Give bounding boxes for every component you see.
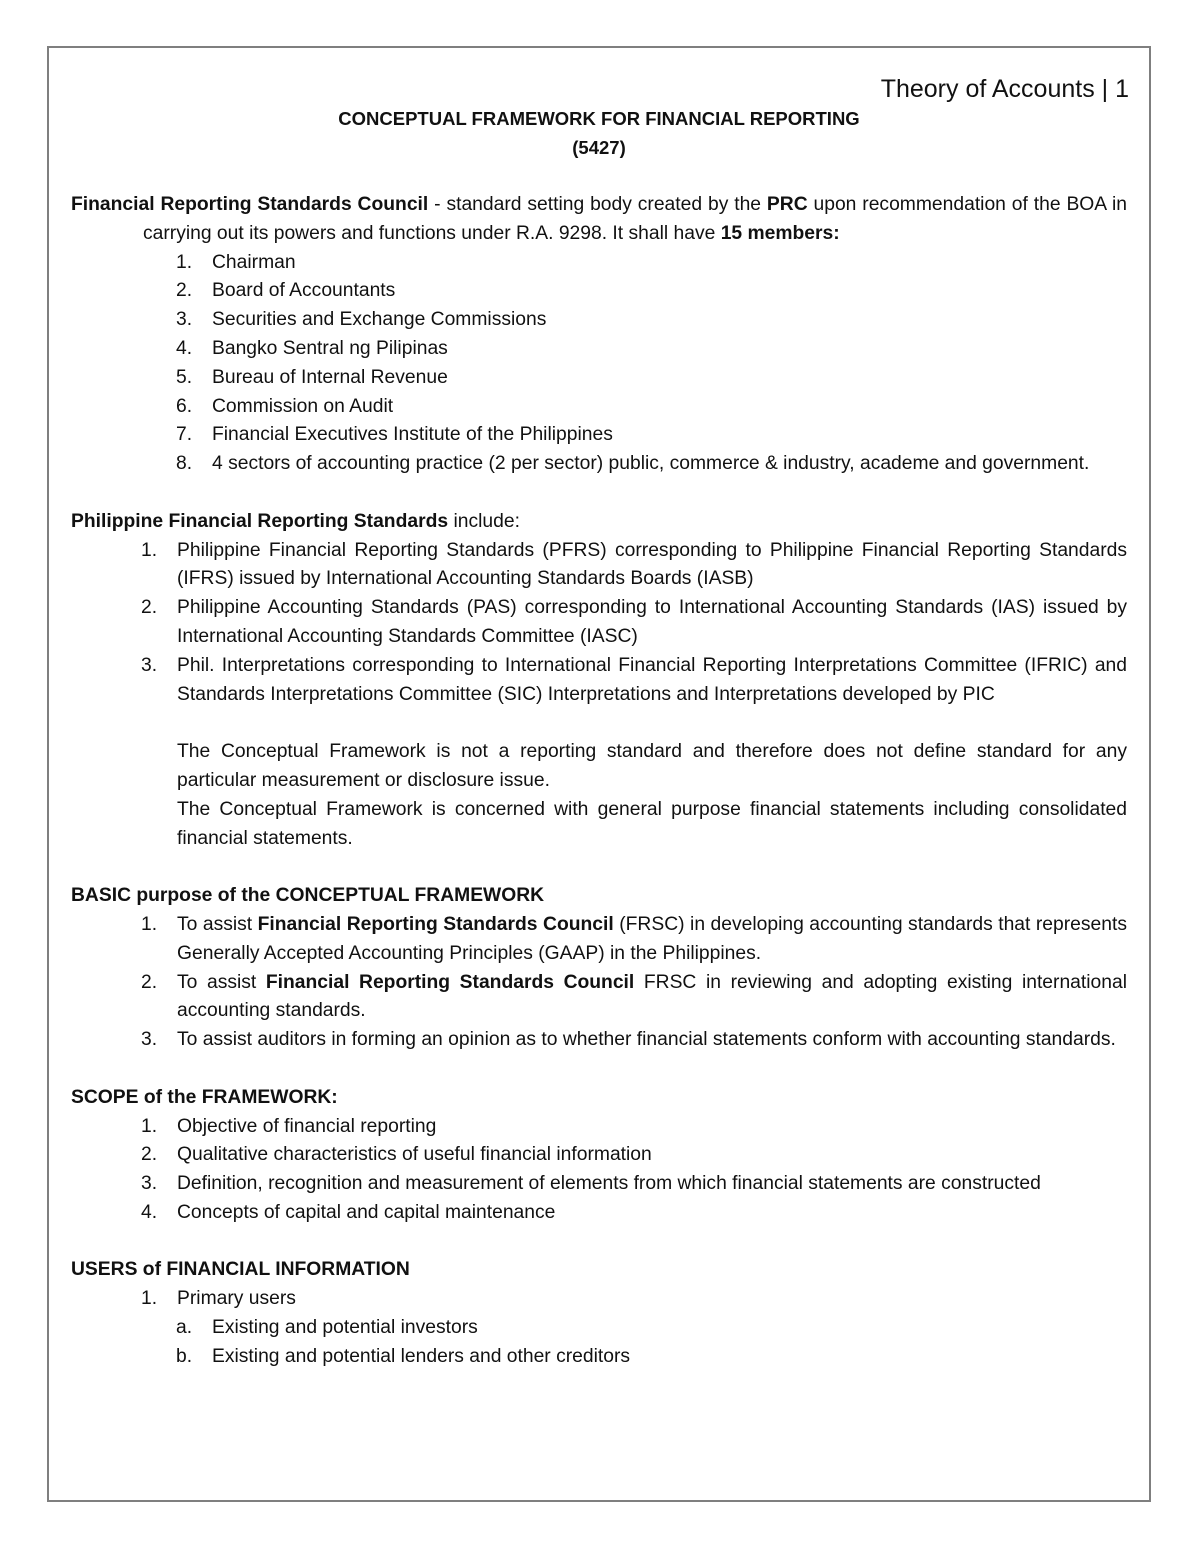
frsc-term: Financial Reporting Standards Council	[257, 913, 614, 935]
prc-term: PRC	[766, 194, 808, 215]
list-marker: b.	[176, 1345, 193, 1367]
list-item	[71, 1141, 1127, 1170]
members-count: 15 members:	[720, 222, 840, 244]
list-item-text: (FRSC) in developing accounting standards that represents Generally Accepted Accounting Principles (GAAP) in the Philippines.	[177, 913, 1127, 964]
list-item-text: Board of Accountants	[212, 280, 396, 302]
users-heading: USERS of FINANCIAL INFORMATION	[71, 1259, 410, 1281]
list-marker: 1.	[141, 1288, 158, 1310]
list-item-text: 4 sectors of accounting practice (2 per sector) public, commerce & industry, academe and government.	[212, 453, 1090, 475]
list-item-text: Qualitative characteristics of useful financial information	[177, 1144, 652, 1166]
list-item	[71, 738, 1127, 796]
list-item-text: To assist auditors in forming an opinion as to whether financial statements conform with accounting standards.	[177, 1029, 1116, 1051]
list-item-text: Phil. Interpretations corresponding to International Financial Reporting Interpretations Committee (IFRIC) and Standards Interpretations Committee (SIC) Interpretations and Interpretations developed by PIC	[177, 654, 1127, 705]
spacer	[71, 709, 1127, 738]
list-item-text: Financial Executives Institute of the Philippines	[212, 424, 613, 446]
list-marker: 1.	[141, 1115, 158, 1137]
list-marker: 1.	[141, 539, 158, 561]
list-item	[71, 1314, 1127, 1343]
spacer	[71, 1228, 1127, 1257]
list-marker: 3.	[141, 654, 158, 676]
list-item-text: To assist	[177, 971, 266, 993]
list-marker: 2.	[141, 597, 158, 619]
list-item	[71, 911, 1127, 969]
list-item-text: To assist	[177, 913, 258, 935]
list-item-text: Definition, recognition and measurement of elements from which financial statements are constructed	[177, 1173, 1041, 1195]
list-item-text: Existing and potential lenders and other creditors	[212, 1345, 631, 1367]
document-title: CONCEPTUAL FRAMEWORK FOR FINANCIAL REPORTING	[338, 108, 860, 129]
list-item	[71, 969, 1127, 1027]
notes-list	[71, 738, 1127, 853]
frsc-text-b: upon recommendation of the BOA in carrying out its powers and functions under R.A. 9298. It shall have	[143, 194, 1127, 244]
list-item-text: Securities and Exchange Commissions	[212, 309, 547, 331]
list-item-text: Chairman	[212, 251, 296, 273]
list-item-text: FRSC in reviewing and adopting existing international accounting standards.	[177, 971, 1127, 1022]
list-item-text: Commission on Audit	[212, 395, 394, 417]
document-page	[47, 46, 1151, 1502]
list-item	[71, 249, 1127, 278]
pfrs-term: Philippine Financial Reporting Standards	[71, 510, 449, 532]
list-marker: 1.	[176, 251, 193, 273]
list-item-text: Bangko Sentral ng Pilipinas	[212, 337, 448, 359]
list-item	[71, 796, 1127, 854]
frsc-term: Financial Reporting Standards Council	[71, 194, 429, 215]
list-marker: 6.	[176, 395, 193, 417]
list-item	[71, 1170, 1127, 1199]
list-item	[71, 421, 1127, 450]
scope-list	[71, 1113, 1127, 1228]
list-marker: 4.	[141, 1201, 158, 1223]
list-marker: 2.	[141, 1144, 158, 1166]
primary-users-sublist	[71, 1314, 1127, 1372]
list-item	[71, 393, 1127, 422]
list-marker: 2.	[176, 280, 193, 302]
spacer	[71, 1055, 1127, 1084]
list-item	[71, 335, 1127, 364]
list-item	[71, 277, 1127, 306]
list-marker: 3.	[141, 1029, 158, 1051]
list-marker: 4.	[176, 337, 193, 359]
list-item-text: Bureau of Internal Revenue	[212, 366, 448, 388]
basic-purpose-list	[71, 911, 1127, 1055]
list-item-text: Objective of financial reporting	[177, 1115, 437, 1137]
pfrs-heading	[71, 508, 1127, 537]
pfrs-list	[71, 537, 1127, 710]
basic-purpose-heading: BASIC purpose of the CONCEPTUAL FRAMEWORK	[71, 885, 545, 907]
pfrs-suffix: include:	[448, 510, 520, 532]
list-item-text: Philippine Financial Reporting Standards (PFRS) corresponding to Philippine Financial Reporting Standards (IFRS) issued by International Accounting Standards Boards (IASB)	[177, 539, 1127, 590]
list-item	[71, 1026, 1127, 1055]
list-marker: 3.	[176, 309, 193, 331]
list-item-text: The Conceptual Framework is not a reporting standard and therefore does not define standard for any particular measurement or disclosure issue.	[177, 741, 1127, 791]
list-item	[71, 537, 1127, 595]
list-item-text: Concepts of capital and capital maintenance	[177, 1201, 556, 1223]
list-item	[71, 594, 1127, 652]
list-item-text: The Conceptual Framework is concerned with general purpose financial statements including consolidated financial statements.	[177, 798, 1127, 849]
list-marker: 2.	[141, 971, 158, 993]
document-code: (5427)	[572, 137, 626, 158]
spacer	[71, 853, 1127, 882]
list-item-text: Existing and potential investors	[212, 1317, 478, 1339]
spacer	[71, 479, 1127, 508]
list-marker: 1.	[141, 913, 158, 935]
scope-heading: SCOPE of the FRAMEWORK:	[71, 1086, 338, 1108]
users-list	[71, 1285, 1127, 1314]
list-item	[71, 450, 1127, 479]
list-item	[71, 364, 1127, 393]
frsc-definition	[71, 191, 1127, 249]
page-header: Theory of Accounts | 1	[880, 75, 1129, 103]
document-content	[71, 74, 1127, 1372]
list-item	[71, 1113, 1127, 1142]
frsc-text-a: - standard setting body created by the	[428, 194, 767, 215]
frsc-term: Financial Reporting Standards Council	[265, 971, 635, 993]
list-item	[71, 1199, 1127, 1228]
list-item	[71, 306, 1127, 335]
frsc-members-list	[71, 249, 1127, 479]
list-item-text: Primary users	[177, 1288, 296, 1310]
list-marker: 7.	[176, 424, 193, 446]
list-marker: 3.	[141, 1173, 158, 1195]
list-item	[71, 1285, 1127, 1314]
list-item	[71, 652, 1127, 710]
list-marker: 5.	[176, 366, 193, 388]
list-item	[71, 1343, 1127, 1372]
list-item-text: Philippine Accounting Standards (PAS) corresponding to International Accounting Standards (IAS) issued by International Accounting Standards Committee (IASC)	[177, 597, 1127, 647]
list-marker: 8.	[176, 453, 193, 475]
list-marker: a.	[176, 1317, 193, 1339]
